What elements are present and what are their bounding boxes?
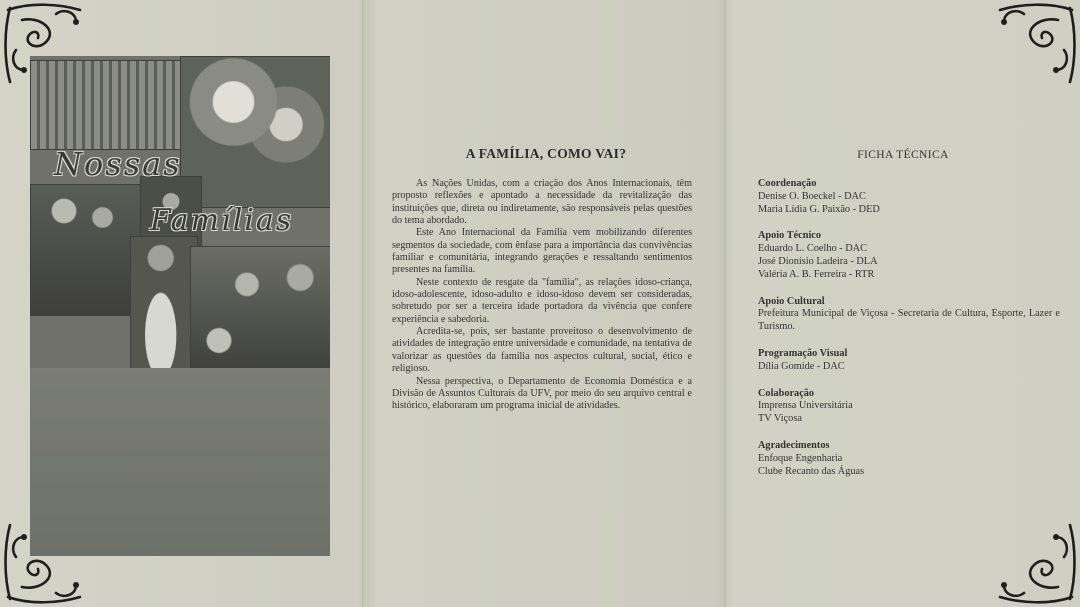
- credit-line: Enfoque Engenharia: [758, 452, 843, 464]
- credit-section-programacao-visual: [758, 348, 1060, 374]
- article-paragraph: As Nações Unidas, com a criação dos Anos Internacionais, têm proposto reflexões e apontado a necessidade da revitalização das instituições que, direta ou indiretamente, são responsáveis pelas questões do tema abordado.: [392, 178, 692, 227]
- family-photo: [30, 184, 142, 316]
- credit-heading: Programação Visual: [758, 347, 848, 359]
- credit-line: Clube Recanto das Águas: [758, 465, 865, 477]
- corner-flourish-icon: [0, 517, 90, 607]
- credit-line: Prefeitura Municipal de Viçosa - Secretaria de Cultura, Esporte, Lazer e Turismo.: [758, 308, 1060, 333]
- credit-heading: Apoio Cultural: [758, 295, 825, 307]
- corner-flourish-icon: [990, 0, 1080, 90]
- cover-title-line2: Famílias: [150, 203, 294, 238]
- article-paragraph: Acredita-se, pois, ser bastante proveitoso o desenvolvimento de atividades de integração entre universidade e comunidade, na tentativa de valorizar as questões da família nos aspectos cultural, social, ético e religioso.: [392, 326, 692, 375]
- cover-panel: [0, 0, 362, 607]
- credit-heading: Coordenação: [758, 178, 817, 189]
- cover-title-line1: Nossas: [54, 145, 182, 183]
- credit-heading: Apoio Técnico: [758, 230, 822, 242]
- credit-line: Imprensa Universitária: [758, 400, 853, 412]
- credit-line: Valéria A. B. Ferreira - RTR: [758, 268, 875, 280]
- credit-heading: Agradecimentos: [758, 439, 830, 451]
- article-title: A FAMÍLIA, COMO VAI?: [465, 146, 627, 161]
- credits-panel: [726, 0, 1080, 607]
- children-photo: [180, 56, 330, 208]
- credit-line: José Dionísio Ladeira - DLA: [758, 255, 878, 267]
- credit-section-agradecimentos: [758, 440, 1060, 478]
- credit-section-apoio-tecnico: [758, 230, 1060, 281]
- cover-photo-collage: [30, 56, 330, 556]
- credits-list: [758, 178, 1060, 492]
- credit-line: TV Viçosa: [758, 413, 802, 425]
- credit-section-coordenacao: [758, 178, 1060, 216]
- credit-line: Denise O. Boeckel - DAC: [758, 190, 866, 202]
- credit-line: Eduardo L. Coelho - DAC: [758, 243, 867, 255]
- article-paragraph: Este Ano Internacional da Família vem mobilizando diferentes segmentos da sociedade, com ênfase para a importância das convivências familiar e comunitária, integrando gerações e ressaltando sentimentos presentes na família.: [392, 227, 692, 276]
- article-body: [392, 178, 692, 413]
- bride-photo: [130, 236, 198, 378]
- text-panel: [362, 0, 726, 607]
- credits-title: FICHA TÉCNICA: [857, 149, 949, 161]
- article-paragraph: Nessa perspectiva, o Departamento de Economia Doméstica e a Divisão de Assuntos Culturais da UFV, por meio do seu arquivo central e histórico, elaboraram um programa inicial de atividades.: [392, 375, 692, 412]
- credit-heading: Colaboração: [758, 387, 815, 399]
- article-paragraph: Neste contexto de resgate da "família", as relações idoso-criança, idoso-adolescente, idoso-adulto e idoso-idoso devem ser consideradas, sobretudo por ser a terceira idade portadora da vivência que confere experiência e sabedoria.: [392, 276, 692, 325]
- credit-line: Dília Gomide - DAC: [758, 360, 845, 372]
- credit-line: Maria Lídia G. Paixão - DED: [758, 203, 880, 215]
- corner-flourish-icon: [0, 0, 90, 90]
- credit-section-apoio-cultural: [758, 296, 1060, 334]
- credit-section-colaboracao: [758, 388, 1060, 426]
- corner-flourish-icon: [990, 517, 1080, 607]
